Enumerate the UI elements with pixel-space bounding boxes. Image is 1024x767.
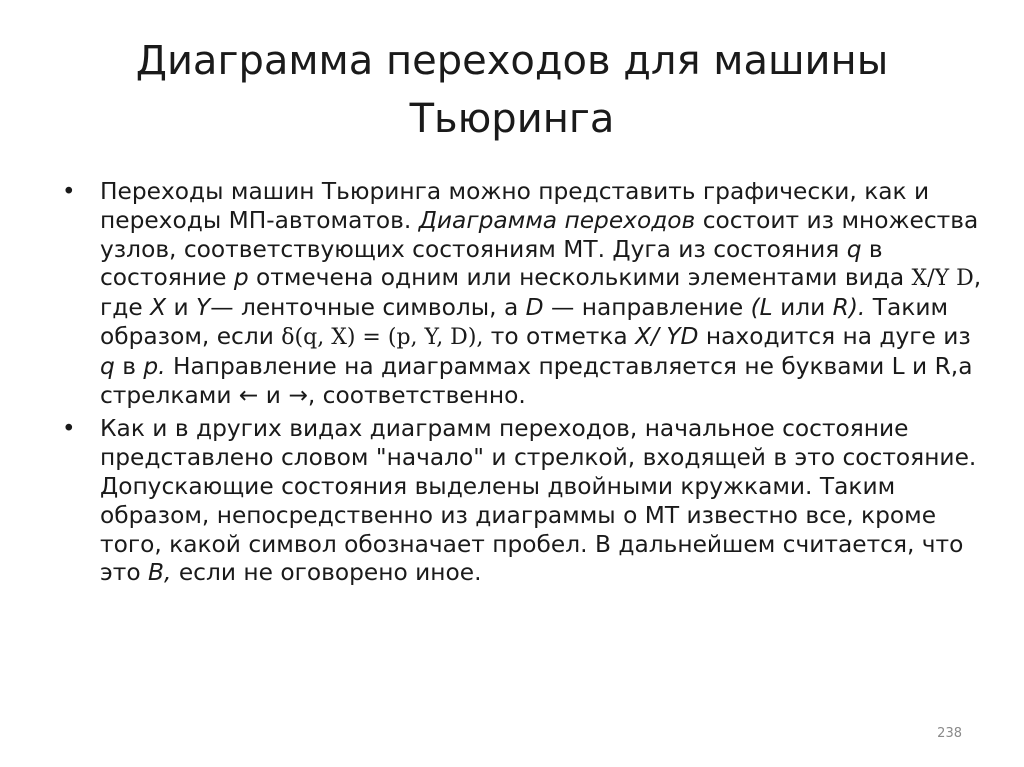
bullet-text: Переходы машин Тьюринга можно представить графически, как и переходы МП-автоматов. xyxy=(100,178,930,234)
slide-title-line2: Тьюринга xyxy=(409,96,615,142)
bullet-text: или xyxy=(772,294,833,322)
symbol-l: (L xyxy=(750,294,773,322)
symbol-b: B, xyxy=(148,559,172,587)
bullet-text: Направление на диаграммах представляется не буквами L и R,а стрелками ← и →, соответственно. xyxy=(100,352,973,409)
term-emphasis: Диаграмма переходов xyxy=(418,206,696,234)
bullet-text: — ленточные символы, а xyxy=(210,294,526,322)
math-transition-formula: δ(q, X) = (p, Y, D), xyxy=(281,324,484,350)
bullet-text: отмечена одним или несколькими элементами вида xyxy=(248,264,912,292)
bullet-text: состоит из множества узлов, соответствующих состояниям МТ. Дуга из состояния xyxy=(100,206,979,263)
bullet-item-2 xyxy=(62,415,982,588)
slide-title xyxy=(40,32,984,148)
symbol-p: p xyxy=(233,264,249,292)
bullet-text: — направление xyxy=(543,294,751,322)
bullet-text: в xyxy=(114,352,144,380)
symbol-y: Y xyxy=(196,294,211,322)
bullet-marker: • xyxy=(62,179,76,205)
bullet-text: то отметка xyxy=(483,322,636,350)
bullet-text: , где xyxy=(100,264,982,322)
math-label-form: X/Y D xyxy=(911,266,974,292)
bullet-text: если не оговорено иное. xyxy=(171,559,482,587)
symbol-d: D xyxy=(525,294,544,322)
bullet-text: и xyxy=(166,294,197,322)
bullet-text: в состояние xyxy=(100,235,883,292)
symbol-xyd: X/ YD xyxy=(635,322,699,350)
bullet-text: Как и в других видах диаграмм переходов, начальное состояние представлено словом "начало" и стрелкой, входящей в это состояние. Допускающие состояния выделены двойными кружками. Таким образом, непосредственно из диаграммы о МТ известно все, кроме того, какой символ обозначает пробел. В дальнейшем считается, что это xyxy=(100,415,977,587)
symbol-q: q xyxy=(846,235,862,263)
bullet-item-1 xyxy=(62,178,982,410)
symbol-r: R). xyxy=(832,294,866,322)
bullet-text: Таким образом, если xyxy=(100,294,949,350)
slide-title-line1: Диаграмма переходов для машины xyxy=(135,38,889,84)
bullet-text: находится на дуге из xyxy=(698,322,971,350)
bullet-marker: • xyxy=(62,416,76,443)
slide-body xyxy=(62,178,982,593)
symbol-p: p. xyxy=(143,352,166,380)
symbol-q: q xyxy=(100,352,115,380)
slide-number: 238 xyxy=(937,726,962,741)
symbol-x: X xyxy=(150,294,167,322)
